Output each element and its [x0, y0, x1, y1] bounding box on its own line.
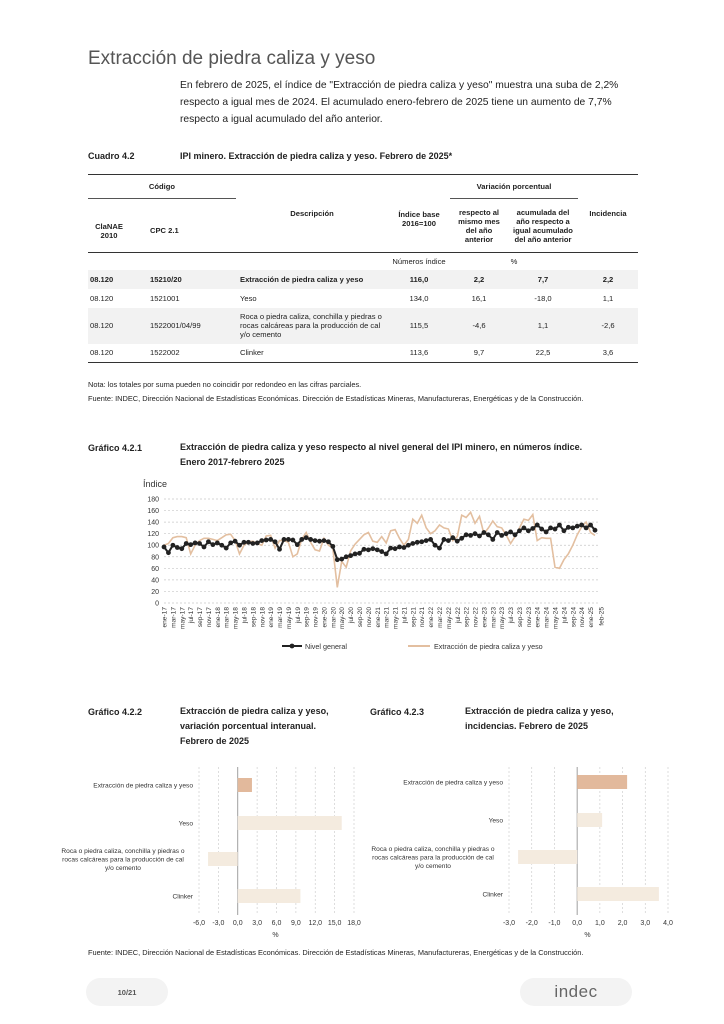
data-point: [290, 538, 295, 543]
charts-source: Fuente: INDEC, Dirección Nacional de Estadísticas Económicas. Dirección de Estadísticas Mineras, Manufactureras, Energéticas y de la Construcción.: [88, 948, 584, 957]
data-point: [575, 524, 580, 529]
data-point: [464, 532, 469, 537]
header-cpc: CPC 2.1: [150, 226, 179, 235]
cell-acumulada: -18,0: [534, 293, 552, 303]
table-row: [88, 308, 638, 344]
data-point: [570, 525, 575, 530]
x-tick-label: mar-23: [490, 607, 498, 628]
bar: [208, 852, 238, 866]
data-point: [322, 538, 327, 543]
bar-chart-variacion: [0, 750, 362, 942]
y-tick-label: 80: [151, 554, 159, 562]
page-number: [86, 978, 168, 1006]
page-title: Extracción de piedra caliza y yeso: [88, 48, 376, 69]
data-point: [428, 537, 433, 542]
cell-incidencia: 1,1: [602, 293, 614, 303]
chart1-title: [180, 440, 635, 470]
x-tick-label: -1,0: [548, 920, 561, 927]
x-tick-label: jul-17: [188, 607, 196, 624]
data-point: [286, 537, 291, 542]
header-incidencia: Incidencia: [589, 209, 627, 218]
data-point: [246, 540, 251, 545]
x-tick-label: nov-19: [312, 607, 320, 628]
legend-marker: [290, 644, 295, 649]
data-point: [264, 538, 269, 543]
data-point: [308, 537, 313, 542]
x-tick-label: jul-24: [561, 607, 569, 624]
x-tick-label: 9,0: [291, 920, 301, 927]
data-point: [410, 541, 415, 546]
data-point: [544, 530, 549, 535]
data-point: [499, 533, 504, 538]
data-point: [442, 537, 447, 542]
x-tick-label: nov-22: [472, 607, 480, 628]
x-axis-label: %: [272, 932, 279, 939]
x-tick-label: sep-17: [197, 607, 205, 628]
cell-cpc: 1521001: [150, 293, 180, 303]
data-point: [277, 547, 282, 552]
cell-indice: 115,5: [409, 321, 429, 330]
data-point: [495, 530, 500, 535]
x-tick-label: ene-20: [321, 607, 329, 628]
cell-clanae: 08.120: [90, 293, 114, 303]
x-tick-label: nov-23: [525, 607, 533, 628]
cell-acumulada: 7,7: [537, 274, 549, 284]
x-tick-label: nov-18: [259, 607, 267, 628]
data-point: [455, 539, 460, 544]
chart3-label: Gráfico 4.2.3: [370, 707, 425, 717]
x-tick-label: 6,0: [271, 920, 282, 927]
data-point: [362, 547, 367, 552]
cell-respecto: 9,7: [473, 348, 485, 358]
data-point: [490, 537, 495, 542]
header-variacion: Variación porcentual: [450, 175, 578, 199]
x-tick-label: may-22: [445, 607, 453, 629]
data-point: [561, 528, 566, 533]
cell-incidencia: -2,6: [601, 321, 615, 330]
category-label: Clinker: [172, 893, 193, 901]
x-tick-label: sep-20: [357, 607, 365, 628]
x-tick-label: jul-21: [401, 607, 409, 624]
data-point: [193, 541, 198, 546]
category-label: Extracción de piedra caliza y yeso: [93, 782, 193, 790]
data-point: [188, 542, 193, 547]
x-tick-label: sep-23: [516, 607, 524, 628]
x-tick-label: ene-19: [268, 607, 276, 628]
data-point: [530, 526, 535, 531]
bar: [238, 889, 301, 903]
bar: [238, 816, 342, 830]
cell-respecto: 2,2: [473, 274, 485, 284]
data-point: [459, 536, 464, 541]
data-point: [402, 545, 407, 550]
x-tick-label: sep-22: [463, 607, 471, 628]
indec-logo: [520, 978, 632, 1006]
data-point: [517, 528, 522, 533]
x-tick-label: 4,0: [663, 920, 673, 927]
x-tick-label: -3,0: [502, 920, 516, 927]
table-note: Nota: los totales por suma pueden no coincidir por redondeo en las cifras parciales.: [88, 380, 362, 389]
bar: [577, 887, 659, 901]
x-tick-label: 0,0: [232, 920, 243, 927]
cell-cpc: 1522001/04/99: [150, 321, 201, 330]
data-point: [384, 551, 389, 556]
category-label-text: Roca o piedra caliza, conchilla y piedras o rocas calcáreas para la producción de cal y/o cemento: [371, 846, 495, 870]
bar: [577, 813, 602, 827]
data-point: [175, 545, 180, 550]
indec-logo-text: indec: [554, 982, 598, 1001]
cell-cpc: 15210/20: [150, 274, 182, 284]
cell-respecto: 16,1: [471, 293, 487, 303]
x-tick-label: 3,0: [252, 920, 262, 927]
data-point: [588, 523, 593, 528]
table-row: [88, 344, 638, 363]
x-tick-label: mar-20: [330, 607, 338, 628]
data-point: [202, 545, 207, 550]
category-label: [371, 846, 494, 870]
cell-desc: Roca o piedra caliza, conchilla y piedras o rocas calcáreas para la producción de cal y/o cemento: [240, 312, 382, 339]
header-codigo: Código: [88, 175, 236, 199]
data-point: [259, 538, 264, 543]
unit-indice: Números índice: [392, 256, 446, 266]
data-point: [406, 543, 411, 548]
x-tick-label: ene-22: [428, 607, 436, 628]
data-point: [357, 551, 362, 556]
x-tick-label: 12,0: [308, 920, 323, 927]
x-tick-label: sep-18: [250, 607, 258, 628]
x-tick-label: feb-25: [598, 607, 606, 626]
x-tick-label: -6,0: [192, 920, 206, 927]
data-point: [219, 543, 224, 548]
y-tick-label: 40: [151, 577, 159, 585]
data-point: [273, 539, 278, 544]
data-point: [593, 528, 598, 533]
table-row: [88, 270, 638, 289]
x-tick-label: ene-23: [481, 607, 489, 628]
x-tick-label: nov-24: [579, 607, 587, 628]
data-point: [393, 546, 398, 551]
data-point: [317, 539, 322, 544]
y-axis-label: Índice: [143, 479, 168, 489]
x-tick-label: ene-17: [161, 607, 169, 628]
x-tick-label: jul-20: [348, 607, 356, 624]
data-point: [339, 557, 344, 562]
x-tick-label: mar-19: [277, 607, 285, 628]
bar: [238, 778, 252, 792]
chart1-label: Gráfico 4.2.1: [88, 443, 143, 453]
x-tick-label: 3,0: [640, 920, 651, 927]
chart3-title: Extracción de piedra caliza y yeso, incidencias. Febrero de 2025: [465, 706, 614, 731]
data-point: [313, 538, 318, 543]
chart2-label: Gráfico 4.2.2: [88, 707, 143, 717]
cell-incidencia: 3,6: [602, 348, 614, 358]
data-point: [375, 547, 380, 552]
cell-acumulada: 22,5: [535, 348, 551, 358]
data-point: [184, 541, 189, 546]
x-tick-label: jul-23: [508, 607, 516, 624]
x-tick-label: mar-22: [436, 607, 444, 628]
data-point: [330, 544, 335, 549]
x-tick-label: -3,0: [212, 920, 225, 927]
data-point: [557, 523, 562, 528]
category-label: Yeso: [178, 820, 193, 828]
table-title: IPI minero. Extracción de piedra caliza y yeso. Febrero de 2025*: [180, 151, 453, 161]
cell-desc: Extracción de piedra caliza y yeso: [240, 274, 364, 284]
header-respecto: respecto al mismo mes del año anterior: [458, 207, 500, 244]
line-chart: [0, 470, 724, 660]
x-tick-label: may-17: [179, 607, 187, 629]
data-point: [366, 547, 371, 552]
x-tick-label: 0,0: [572, 920, 583, 927]
cell-indice: 116,0: [409, 274, 429, 284]
data-point: [197, 541, 202, 546]
data-point: [437, 546, 442, 551]
x-tick-label: sep-19: [303, 607, 311, 628]
data-point: [482, 530, 487, 535]
x-tick-label: -2,0: [525, 920, 538, 927]
data-point: [468, 533, 473, 538]
cell-clanae: 08.120: [90, 274, 114, 284]
data-point: [335, 557, 340, 562]
bar: [577, 775, 627, 789]
data-point: [304, 535, 309, 540]
data-point: [224, 546, 229, 551]
data-point: [268, 537, 273, 542]
data-point: [242, 540, 247, 545]
table-label: Cuadro 4.2: [88, 151, 135, 161]
data-point: [370, 546, 375, 551]
data-point: [237, 543, 242, 548]
x-tick-label: 2,0: [617, 920, 628, 927]
y-tick-label: 20: [151, 588, 159, 596]
data-point: [215, 541, 220, 546]
data-point: [584, 525, 589, 530]
data-point: [282, 537, 287, 542]
header-indice: Índice base 2016=100: [398, 209, 440, 228]
data-point: [566, 525, 571, 530]
data-point: [548, 525, 553, 530]
data-point: [162, 545, 167, 550]
y-tick-label: 120: [147, 531, 159, 539]
cell-respecto: -4,6: [472, 321, 486, 330]
header-acumulada: acumulada del año respecto a igual acumulado del año anterior: [513, 207, 573, 244]
bar-chart-incidencias: [362, 750, 724, 942]
data-point: [433, 543, 438, 548]
cell-clanae: 08.120: [90, 321, 114, 330]
x-tick-label: ene-21: [374, 607, 382, 628]
data-point: [415, 540, 420, 545]
data-point: [233, 539, 238, 544]
data-point: [553, 527, 558, 532]
category-label: [61, 848, 184, 872]
chart1-title-text: Extracción de piedra caliza y yeso respecto al nivel general del IPI minero, en números índice.: [180, 442, 583, 452]
data-point: [504, 531, 509, 536]
data-point: [344, 554, 349, 559]
x-tick-label: jul-19: [294, 607, 302, 624]
data-point: [419, 539, 424, 544]
x-tick-label: may-18: [232, 607, 240, 629]
data-table: [88, 174, 638, 363]
cell-acumulada: 1,1: [537, 321, 549, 330]
data-point: [250, 541, 255, 546]
intro-paragraph: En febrero de 2025, el índice de "Extracción de piedra caliza y yeso" muestra una suba de 2,2% respecto a igual mes de 2024. El acumulado enero-febrero de 2025 tiene un aumento de 7,7% respecto a igual acumulado del año anterior.: [180, 80, 619, 125]
data-point: [508, 530, 513, 535]
x-tick-label: sep-24: [570, 607, 578, 628]
cell-indice: 113,6: [409, 348, 429, 358]
bar: [518, 850, 577, 864]
category-label: Yeso: [488, 817, 503, 825]
data-point: [446, 538, 451, 543]
x-tick-label: may-19: [285, 607, 293, 629]
legend-label-caliza-yeso: Extracción de piedra caliza y yeso: [434, 642, 543, 651]
data-point: [473, 531, 478, 536]
x-tick-label: nov-21: [419, 607, 427, 628]
cell-desc: Yeso: [240, 293, 257, 303]
header-descripcion: Descripción: [290, 209, 334, 218]
data-point: [206, 539, 211, 544]
data-point: [348, 553, 353, 558]
header-clanae: ClaNAE 2010: [95, 221, 123, 240]
table-row: [88, 289, 638, 308]
y-tick-label: 140: [147, 519, 159, 527]
x-tick-label: sep-21: [410, 607, 418, 628]
y-tick-label: 180: [147, 496, 159, 504]
cell-clanae: 08.120: [90, 348, 114, 358]
x-tick-label: ene-24: [534, 607, 542, 628]
x-tick-label: ene-18: [214, 607, 222, 628]
data-point: [424, 538, 429, 543]
data-point: [170, 543, 175, 548]
data-point: [539, 527, 544, 532]
x-tick-label: mar-18: [223, 607, 231, 628]
data-point: [513, 532, 518, 537]
data-point: [526, 528, 531, 533]
data-point: [477, 534, 482, 539]
data-point: [326, 539, 331, 544]
category-label: Extracción de piedra caliza y yeso: [403, 779, 503, 787]
table-source: Fuente: INDEC, Dirección Nacional de Estadísticas Económicas. Dirección de Estadísticas Mineras, Manufactureras, Energéticas y de la Construcción.: [88, 394, 584, 403]
x-tick-label: nov-20: [365, 607, 373, 628]
data-point: [255, 541, 260, 546]
cell-indice: 134,0: [409, 293, 429, 303]
chart2-title: Extracción de piedra caliza y yeso, variación porcentual interanual. Febrero de 2025: [180, 706, 329, 746]
data-point: [397, 545, 402, 550]
legend-label-nivel-general: Nivel general: [305, 642, 347, 651]
category-label-text: Roca o piedra caliza, conchilla y piedras o rocas calcáreas para la producción de cal y/o cemento: [61, 848, 185, 872]
data-point: [166, 550, 171, 555]
y-tick-label: 100: [147, 542, 159, 550]
x-tick-label: may-20: [339, 607, 347, 629]
y-tick-label: 0: [155, 600, 159, 608]
x-tick-label: jul-22: [454, 607, 462, 624]
unit-pct: %: [510, 256, 518, 266]
data-point: [299, 537, 304, 542]
y-tick-label: 160: [147, 508, 159, 516]
x-tick-label: ene-25: [588, 607, 596, 628]
x-tick-label: mar-17: [170, 607, 178, 628]
data-point: [579, 523, 584, 528]
page-number-text: 10/21: [117, 987, 137, 997]
x-tick-label: may-23: [499, 607, 507, 629]
cell-desc: Clinker: [240, 348, 264, 358]
data-point: [522, 525, 527, 530]
x-tick-label: may-24: [552, 607, 560, 629]
data-point: [450, 535, 455, 540]
data-point: [210, 542, 215, 547]
x-tick-label: nov-17: [205, 607, 213, 628]
category-label: Clinker: [482, 891, 503, 899]
cell-incidencia: 2,2: [602, 274, 614, 284]
data-point: [535, 523, 540, 528]
x-tick-label: 18,0: [347, 920, 361, 927]
y-tick-label: 60: [151, 565, 159, 573]
x-tick-label: may-21: [392, 607, 400, 629]
x-tick-label: 1,0: [594, 920, 605, 927]
data-point: [388, 546, 393, 551]
x-axis-label: %: [584, 932, 591, 939]
chart1-subtitle: Enero 2017-febrero 2025: [180, 457, 285, 467]
data-point: [295, 542, 300, 547]
data-point: [379, 549, 384, 554]
data-point: [228, 541, 233, 546]
x-tick-label: jul-18: [241, 607, 249, 624]
x-tick-label: 15,0: [327, 920, 342, 927]
data-point: [486, 532, 491, 537]
x-tick-label: mar-24: [543, 607, 551, 628]
data-point: [179, 546, 184, 551]
cell-cpc: 1522002: [150, 348, 180, 358]
x-tick-label: mar-21: [383, 607, 391, 628]
data-point: [353, 551, 358, 556]
